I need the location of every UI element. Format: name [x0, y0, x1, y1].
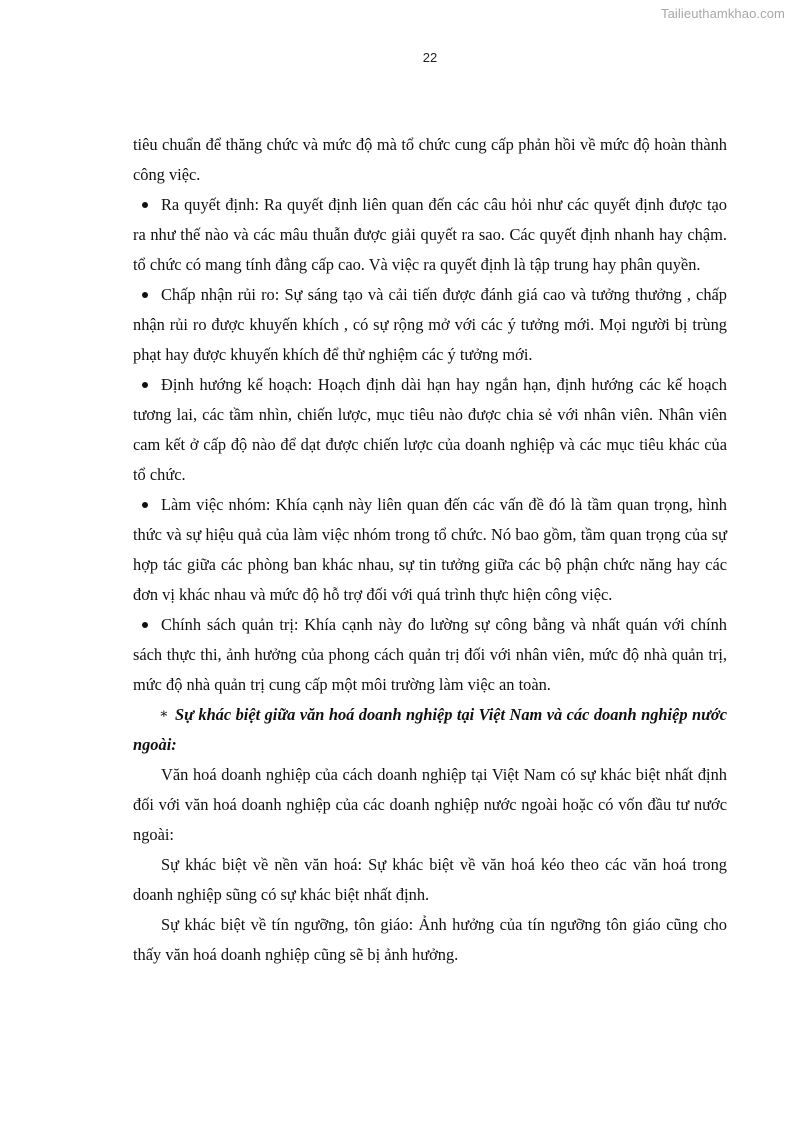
bullet-icon: [142, 382, 148, 388]
bullet-item-decision-making: [133, 190, 727, 280]
section-heading-text: Sự khác biệt giữa văn hoá doanh nghiệp tại Việt Nam và các doanh nghiệp nước ngoài:: [133, 705, 727, 754]
paragraph-cultural-background: Sự khác biệt về nền văn hoá: Sự khác biệt về văn hoá kéo theo các văn hoá trong doanh nghiệp sũng có sự khác biệt nhất định.: [133, 855, 727, 904]
bullet-icon: [142, 292, 148, 298]
bullet-text: Ra quyết định: Ra quyết định liên quan đến các câu hỏi như các quyết định được tạo ra như thế nào và các mâu thuẫn được giải quyết ra sao. Các quyết định nhanh hay chậm. tổ chức có mang tính đẳng cấp cao. Và việc ra quyết định là tập trung hay phân quyền.: [133, 195, 727, 274]
page-number: 22: [422, 50, 438, 65]
intro-paragraph: tiêu chuẩn để thăng chức và mức độ mà tổ chức cung cấp phản hồi về mức độ hoàn thành công việc.: [133, 135, 727, 184]
bullet-item-teamwork: [133, 490, 727, 610]
bullet-icon: [142, 202, 148, 208]
watermark: Tailieuthamkhao.com: [660, 6, 785, 21]
paragraph-religion: Sự khác biệt về tín ngưỡng, tôn giáo: Ảnh hưởng của tín ngưỡng tôn giáo cũng cho thấy văn hoá doanh nghiệp cũng sẽ bị ảnh hưởng.: [133, 915, 727, 964]
asterisk-icon: ∗: [159, 707, 169, 722]
bullet-text: Làm việc nhóm: Khía cạnh này liên quan đến các vấn đề đó là tầm quan trọng, hình thức và sự hiệu quả của làm việc nhóm trong tổ chức. Nó bao gồm, tầm quan trọng của sự hợp tác giữa các phòng ban khác nhau, sự tin tưởng giữa các bộ phận chức năng hay các đơn vị khác nhau và mức độ hỗ trợ đối với quá trình thực hiện công việc.: [133, 495, 727, 604]
bullet-item-management-policy: [133, 610, 727, 700]
section-heading: [133, 700, 727, 760]
document-body: [133, 130, 727, 970]
bullet-item-planning: [133, 370, 727, 490]
bullet-item-risk-taking: [133, 280, 727, 370]
bullet-icon: [142, 622, 148, 628]
bullet-text: Chính sách quản trị: Khía cạnh này đo lường sự công bằng và nhất quán với chính sách thực thi, ảnh hưởng của phong cách quản trị đối với nhân viên, mức độ nhà quản trị, mức độ nhà quản trị cung cấp một môi trường làm việc an toàn.: [133, 615, 727, 694]
bullet-text: Chấp nhận rủi ro: Sự sáng tạo và cải tiến được đánh giá cao và tưởng thưởng , chấp nhận rủi ro được khuyến khích , có sự rộng mở với các ý tưởng mới. Mọi người bị trùng phạt hay được khuyến khích để thử nghiệm các ý tưởng mới.: [133, 285, 727, 364]
bullet-text: Định hướng kế hoạch: Hoạch định dài hạn hay ngắn hạn, định hướng các kế hoạch tương lai, các tầm nhìn, chiến lược, mục tiêu nào được chia sẻ với nhân viên. Nhân viên cam kết ở cấp độ nào để dạt được chiến lược của doanh nghiệp và các mục tiêu khác của tổ chức.: [133, 375, 727, 484]
bullet-icon: [142, 502, 148, 508]
paragraph-differences-intro: Văn hoá doanh nghiệp của cách doanh nghiệp tại Việt Nam có sự khác biệt nhất định đối với văn hoá doanh nghiệp của các doanh nghiệp nước ngoài hoặc có vốn đầu tư nước ngoài:: [133, 765, 727, 844]
